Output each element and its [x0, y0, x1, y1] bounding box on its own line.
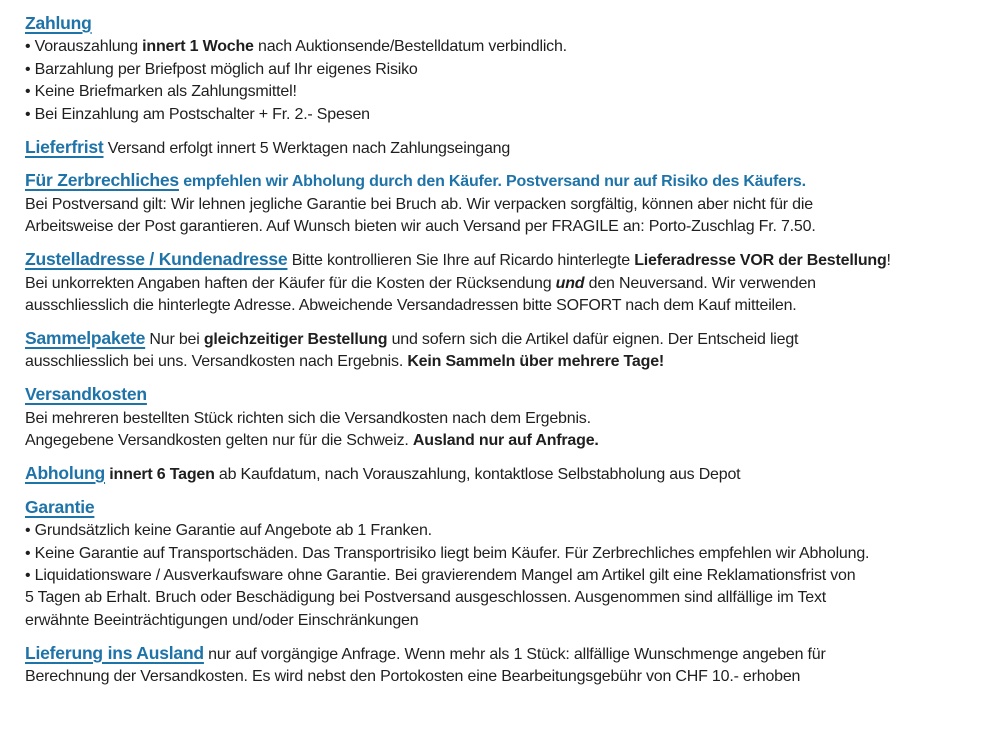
text-line — [25, 642, 980, 666]
text-run: Bei Postversand gilt: Wir lehnen jegliche Garantie bei Bruch ab. Wir verpacken sorgfältig, können aber nicht für die — [25, 195, 813, 213]
text-run: Bei mehreren bestellten Stück richten sich die Versandkosten nach dem Ergebnis. — [25, 409, 591, 427]
section-fuer-zerbrechliches — [25, 169, 980, 238]
section-heading-lieferfrist: Lieferfrist — [25, 136, 104, 157]
text-line — [25, 408, 980, 430]
text-run: • Keine Garantie auf Transportschäden. Das Transportrisiko liegt beim Käufer. Für Zerbrechliches empfehlen wir Abholung. — [25, 544, 870, 562]
text-run: • Bei Einzahlung am Postschalter + Fr. 2.- Spesen — [25, 105, 370, 123]
text-line — [25, 36, 980, 58]
section-heading-zahlung: Zahlung — [25, 13, 92, 33]
text-run: ausschliesslich bei uns. Versandkosten nach Ergebnis. — [25, 353, 408, 371]
text-run: Versand erfolgt innert 5 Werktagen nach Zahlungseingang — [103, 139, 511, 157]
text-run: 5 Tagen ab Erhalt. Bruch oder Beschädigung bei Postversand ausgeschlossen. Ausgenommen sind allfällige im Text — [25, 589, 827, 607]
text-run: gleichzeitiger Bestellung — [203, 330, 388, 348]
section-zustelladresse-kundenadresse — [25, 248, 980, 317]
text-line — [25, 104, 980, 126]
text-run: und sofern sich die Artikel dafür eignen. Der Entscheid liegt — [387, 330, 799, 348]
text-line — [25, 587, 980, 609]
text-run: Lieferadresse VOR der Bestellung — [634, 252, 887, 270]
text-run: und — [555, 274, 585, 292]
text-run: • Vorauszahlung — [25, 38, 143, 56]
text-line — [25, 496, 980, 520]
text-line — [25, 295, 980, 317]
text-line — [25, 565, 980, 587]
text-line — [25, 136, 980, 160]
text-run: Kein Sammeln über mehrere Tage! — [407, 353, 665, 371]
section-zahlung — [25, 12, 980, 126]
section-abholung — [25, 462, 980, 486]
text-line — [25, 273, 980, 295]
text-line — [25, 462, 980, 486]
text-run: innert 1 Woche — [142, 38, 254, 56]
text-run: Nur bei — [145, 330, 204, 348]
text-run: Bei unkorrekten Angaben haften der Käufer für die Kosten der Rücksendung — [25, 274, 556, 292]
text-run: • Barzahlung per Briefpost möglich auf Ihr eigenes Risiko — [25, 60, 418, 78]
text-line — [25, 351, 980, 373]
text-run: Arbeitsweise der Post garantieren. Auf Wunsch bieten wir auch Versand per FRAGILE an: Porto-Zuschlag Fr. 7.50. — [25, 218, 816, 236]
text-line — [25, 216, 980, 238]
text-run: • Keine Briefmarken als Zahlungsmittel! — [25, 83, 297, 101]
text-line — [25, 610, 980, 632]
section-versandkosten — [25, 383, 980, 452]
section-lieferung-ins-ausland — [25, 642, 980, 689]
section-heading-abholung: Abholung — [25, 462, 106, 483]
section-sammelpakete — [25, 327, 980, 374]
text-run: nur auf vorgängige Anfrage. Wenn mehr als 1 Stück: allfällige Wunschmenge angeben für — [203, 645, 826, 663]
text-line — [25, 543, 980, 565]
text-line — [25, 520, 980, 542]
section-lieferfrist — [25, 136, 980, 160]
section-heading-zustelladresse-kundenadresse: Zustelladresse / Kundenadresse — [25, 249, 288, 270]
text-run: Berechnung der Versandkosten. Es wird nebst den Portokosten eine Bearbeitungsgebühr von CHF 10.- erhoben — [25, 668, 801, 686]
text-run: Angegebene Versandkosten gelten nur für die Schweiz. — [25, 432, 413, 449]
section-heading-versandkosten: Versandkosten — [25, 384, 147, 405]
text-run: erwähnte Beeinträchtigungen und/oder Einschränkungen — [25, 611, 419, 629]
text-run: ausschliesslich die hinterlegte Adresse. Abweichende Versandadressen bitte SOFORT nach dem Kauf mitteilen. — [25, 296, 797, 314]
text-run: Ausland nur auf Anfrage. — [412, 432, 599, 449]
text-run: den Neuversand. Wir verwenden — [584, 274, 816, 292]
text-run: empfehlen wir Abholung durch den Käufer. Postversand nur auf Risiko des Käufers. — [178, 173, 806, 191]
text-run: Bitte kontrollieren Sie Ihre auf Ricardo hinterlegte — [287, 252, 635, 270]
text-line — [25, 194, 980, 216]
text-run: nach Auktionsende/Bestelldatum verbindlich. — [253, 38, 567, 56]
text-run: • Grundsätzlich keine Garantie auf Angebote ab 1 Franken. — [25, 522, 432, 540]
text-run: innert 6 Tagen — [109, 465, 215, 483]
text-line — [25, 430, 980, 452]
text-run: ! — [886, 252, 891, 270]
section-garantie — [25, 496, 980, 632]
section-heading-garantie: Garantie — [25, 496, 95, 517]
section-heading-fuer-zerbrechliches: Für Zerbrechliches — [25, 170, 179, 191]
text-line — [25, 81, 980, 103]
text-line — [25, 383, 980, 407]
text-line — [25, 327, 980, 351]
text-line — [25, 248, 980, 272]
text-line — [25, 12, 980, 36]
text-line — [25, 169, 980, 193]
text-line — [25, 59, 980, 81]
text-line — [25, 666, 980, 688]
section-heading-sammelpakete: Sammelpakete — [25, 327, 146, 348]
text-run: • Liquidationsware / Ausverkaufsware ohne Garantie. Bei gravierendem Mangel am Artikel gilt eine Reklamationsfrist von — [25, 567, 856, 585]
text-run: ab Kaufdatum, nach Vorauszahlung, kontaktlose Selbstabholung aus Depot — [214, 465, 741, 483]
section-heading-lieferung-ins-ausland: Lieferung ins Ausland — [25, 642, 204, 663]
